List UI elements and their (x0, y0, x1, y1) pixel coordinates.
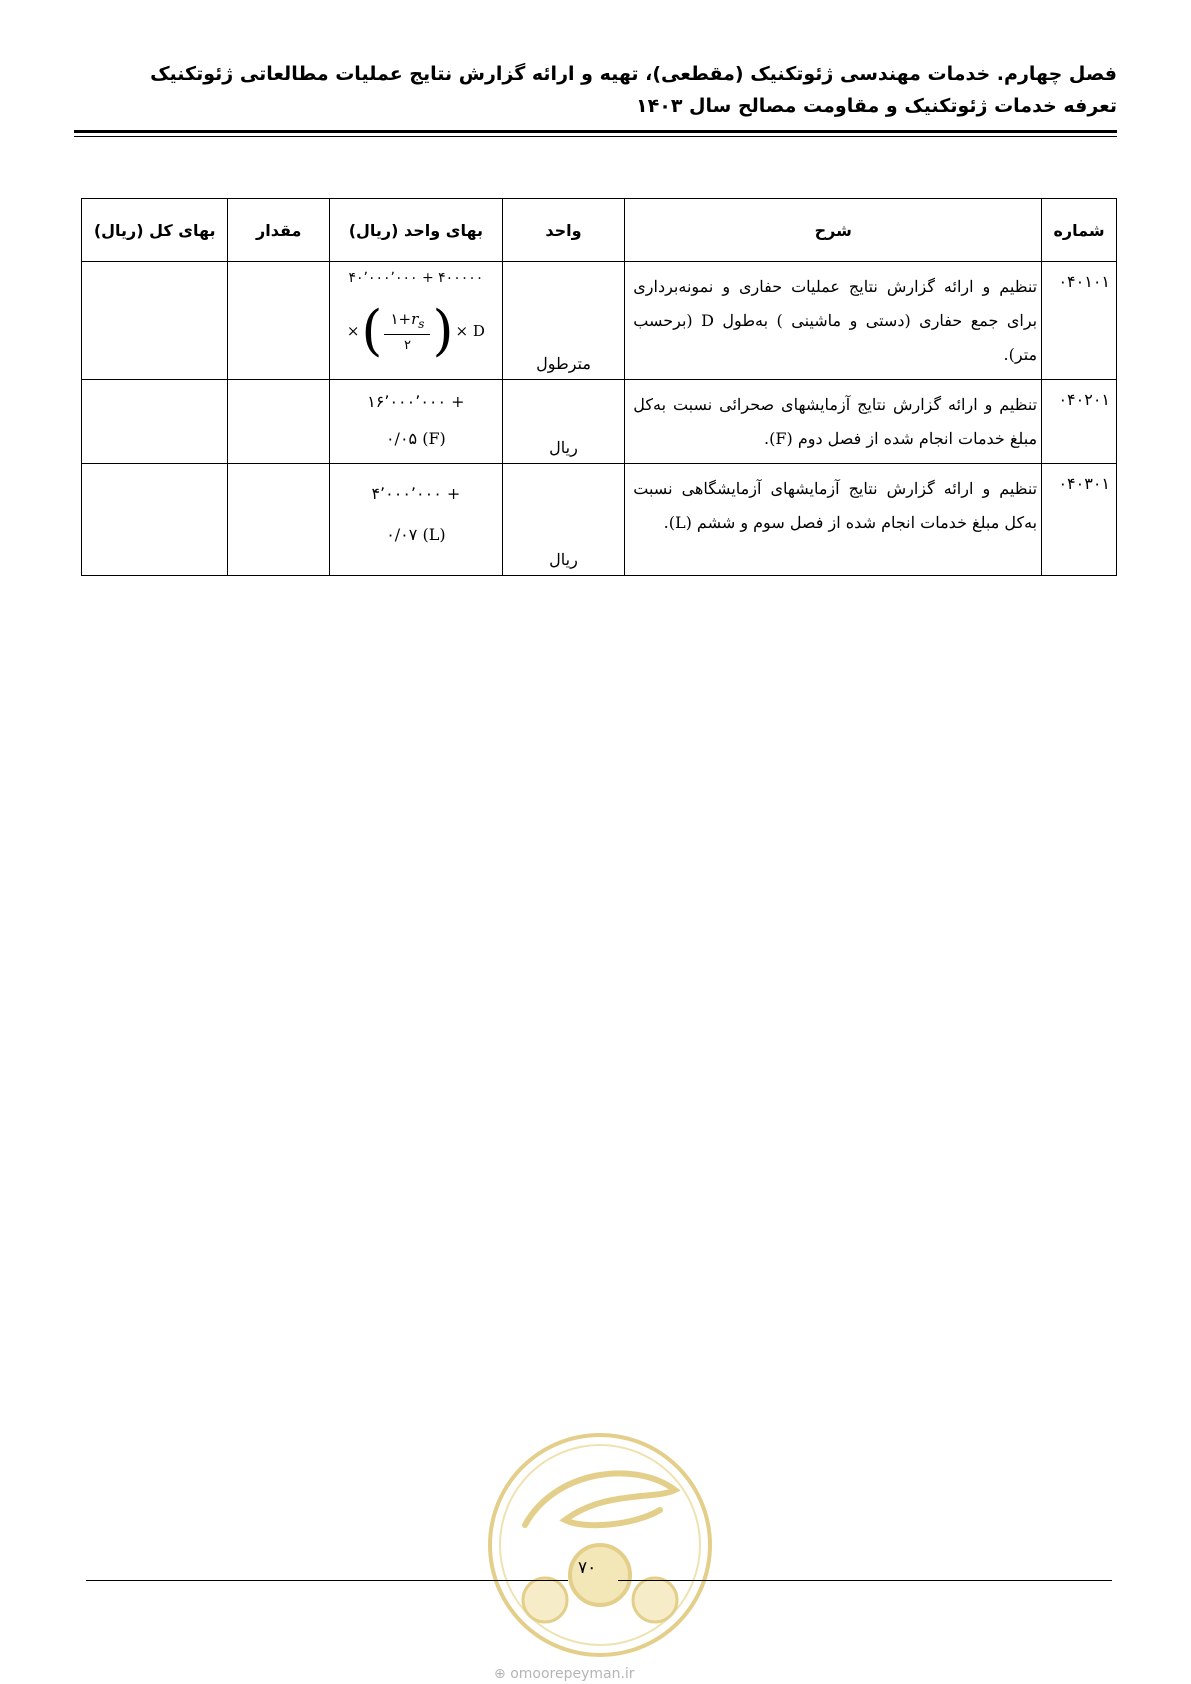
price-line-1: ۱۶٬۰۰۰٬۰۰۰ + (367, 392, 465, 411)
left-paren: ( (361, 299, 383, 362)
row-total (82, 262, 228, 380)
chapter-title: فصل چهارم. خدمات مهندسی ژئوتکنیک (مقطعی)، تهیه و ارائه گزارش نتایج عملیات مطالعاتی ژئوتکنیک (150, 63, 1117, 85)
globe-icon: ⊕ (494, 1666, 506, 1682)
table-row (82, 262, 1117, 380)
price-table (81, 198, 1117, 576)
row-description: تنظیم و ارائه گزارش نتایج عملیات حفاری و نمونه‌برداری برای جمع حفاری (دستی و ماشینی ) به‌طول D (برحسب متر). (625, 262, 1042, 380)
scales-icon (523, 1578, 567, 1622)
footer-rule-left (86, 1580, 568, 1581)
row-unit: مترطول (502, 262, 625, 380)
header-rule-thick (74, 130, 1117, 133)
table-row (82, 464, 1117, 576)
row-number: ۰۴۰۱۰۱ (1042, 262, 1117, 380)
price-formula (330, 299, 502, 362)
times-sign: × (346, 322, 360, 340)
header-number: شماره (1042, 199, 1117, 262)
stamp-calligraphy (525, 1473, 675, 1525)
price-line-2: ۰/۰۵ (F) (385, 429, 446, 448)
row-unit-price (330, 380, 503, 464)
header-quantity: مقدار (228, 199, 330, 262)
right-paren: ) (432, 299, 454, 362)
website-watermark (494, 1666, 635, 1682)
fraction (384, 310, 430, 353)
row-unit: ریال (502, 464, 625, 576)
header-unit-price: بهای واحد (ریال) (330, 199, 503, 262)
gear-icon (633, 1578, 677, 1622)
watermark-stamp (485, 1430, 715, 1660)
header-rule-thin (74, 136, 1117, 137)
denominator: ۲ (403, 337, 411, 353)
row-unit: ریال (502, 380, 625, 464)
numerator: $۱+r_s$ (390, 309, 425, 331)
row-quantity (228, 262, 330, 380)
row-unit-price (330, 262, 503, 380)
row-number: ۰۴۰۳۰۱ (1042, 464, 1117, 576)
header-unit: واحد (502, 199, 625, 262)
r-symbol: r (411, 309, 419, 328)
price-line-2: ۰/۰۷ (L) (386, 525, 446, 544)
footer-rule-right (618, 1580, 1112, 1581)
row-total (82, 380, 228, 464)
header-total: بهای کل (ریال) (82, 199, 228, 262)
price-line-1: ۴٬۰۰۰٬۰۰۰ + (371, 484, 461, 503)
row-total (82, 464, 228, 576)
page-header (74, 58, 1117, 122)
price-line-1: ۴۰٬۰۰۰٬۰۰۰ + ۴۰۰۰۰۰ (348, 270, 484, 286)
row-quantity (228, 380, 330, 464)
fraction-bar (384, 334, 430, 335)
row-description: تنظیم و ارائه گزارش نتایج آزمایشهای آزمایشگاهی نسبت به‌کل مبلغ خدمات انجام شده از فصل سوم و ششم (L). (625, 464, 1042, 576)
s-subscript: s (418, 316, 425, 331)
page-number: ۷۰ (578, 1558, 597, 1578)
row-description: تنظیم و ارائه گزارش نتایج آزمایشهای صحرائی نسبت به‌کل مبلغ خدمات انجام شده از فصل دوم (F). (625, 380, 1042, 464)
row-quantity (228, 464, 330, 576)
website-text: omoorepeyman.ir (510, 1666, 635, 1682)
row-number: ۰۴۰۲۰۱ (1042, 380, 1117, 464)
table-header-row (82, 199, 1117, 262)
row-unit-price (330, 464, 503, 576)
header-description: شرح (625, 199, 1042, 262)
table-row (82, 380, 1117, 464)
times-d: × D (455, 322, 485, 340)
document-title: تعرفه خدمات ژئوتکنیک و مقاومت مصالح سال ۱۴۰۳ (636, 95, 1117, 117)
